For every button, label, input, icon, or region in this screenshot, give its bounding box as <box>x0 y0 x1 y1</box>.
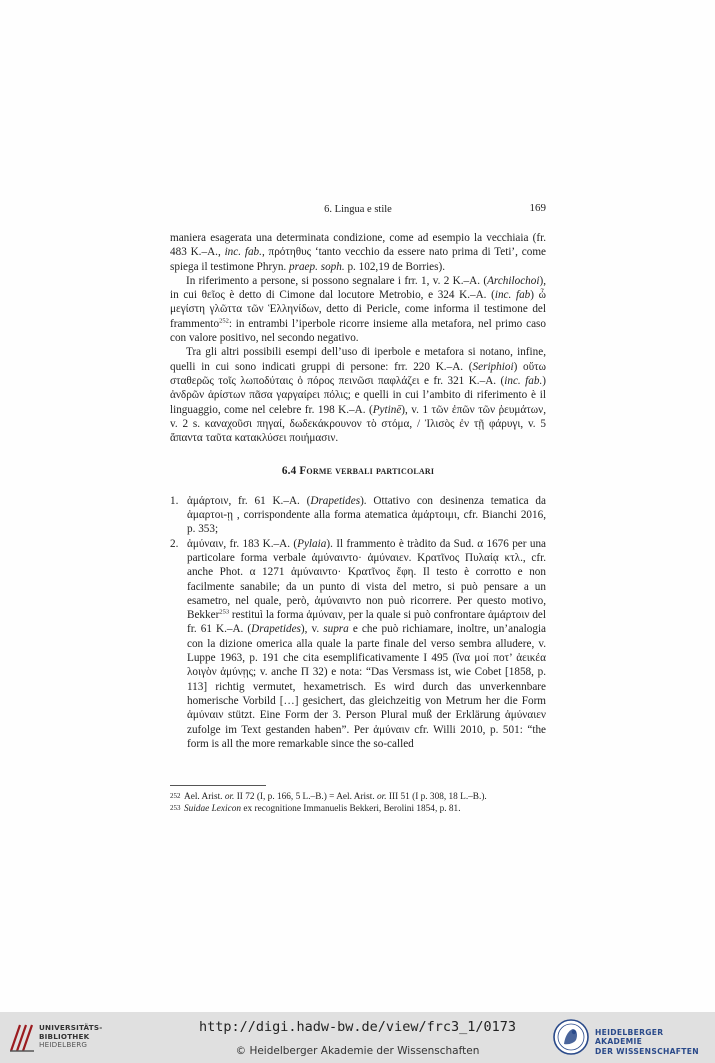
main-text <box>170 231 546 751</box>
viewer-footer <box>0 1012 715 1063</box>
academy-seal-icon <box>552 1018 590 1056</box>
academy-logo[interactable]: HEIDELBERGER AKADEMIE DER WISSENSCHAFTEN <box>552 1018 712 1058</box>
section-heading: 6.4 Forme verbali particolari <box>281 465 435 478</box>
footnote-divider <box>170 785 266 786</box>
numbered-list <box>170 494 546 751</box>
footnote-ref-253[interactable]: 253 <box>219 608 230 616</box>
list-item: 2. ἀμύναιν, fr. 183 K.–A. (Pylaia). Il frammento è tràdito da Sud. α 1676 per una particolare forma verbale ἀμύναιντο· ἀμύναιεν. Κρατῖνος Πυλαίᾳ κτλ., cfr. anche Phot. α 1271 ἀμύναιντο· Κρατῖνος ἔφη. Il testo è corrotto e non facilmente sanabile; da un punto di vista del metro, si può pensare a un esametro, nel quale, però, ἀμύναιντο non può ricorrere. Per questo motivo, Bekker$^{253}$ restituì la forma ἀμύναιν, per la quale si può confrontare ἁμάρτοιν del fr. 61 K.–A. (Drapetides), v. supra e che può richiamare, inoltre, un’analogia con la dizione omerica alla quale la parte finale del verso sembra alludere, v. Luppe 1963, p. 191 che cita esemplificativamente I 495 (ἵνα μοί ποτ’ ἀεικέα λοιγὸν ἀμύνῃς; v. anche Π 32) e nota: “Das Versmass ist, wie Cobet [1858, p. 113] richtig vermutet, hexametrisch. Es wird durch das unverkennbare homerische Vorbild […] gesichert, das gleichzeitig von Metrum her die Form ἀμύναιν stützt. Eine Form der 3. Person Plural muß der Erklärung ἀμύναιεν zufolge im Text gestanden haben”. Per ἀμύναιν cfr. Willi 2010, p. 501: “the form is all the more remarkable since the so-called <box>170 537 547 750</box>
paragraph-3: Tra gli altri possibili esempi dell’uso di iperbole e metafora si notano, infine, quelli in cui sono indicati gruppi di persone: frr. 220 K.–A. (Seriphioi) οὕτω σταθερῶς τοῖς λωποδύταις ὁ πόρος πεινῶσι παφλάζει e fr. 321 K.–A. (inc. fab.) ἀνδρῶν ἀρίστων πᾶσα γαργαίρει πόλις; e quelli in cui l’ambito di riferimento è il linguaggio, come nel celebre fr. 198 K.–A. (Pytinē), v. 1 τῶν ἐπῶν τῶν ῥευμάτων, v. 2 s. καναχοῦσι πηγαί, δωδεκάκρουνον τὸ στόμα, / Ἰλισὸς ἐν τῇ φάρυγι, v. 5 ἅπαντα ταῦτα κατακλύσει ποιήμασιν. <box>170 346 547 445</box>
running-head-title: 6. Lingua e stile <box>324 204 392 215</box>
running-head <box>170 204 546 220</box>
copyright-notice: © Heidelberger Akademie der Wissenschaften <box>235 1045 480 1057</box>
university-library-logo[interactable]: UNIVERSITÄTS- BIBLIOTHEK HEIDELBERG <box>8 1021 118 1055</box>
page-number: 169 <box>529 202 546 214</box>
footnote-253: 253 Suidae Lexicon ex recognitione Immanuelis Bekkeri, Berolini 1854, p. 81. <box>170 803 461 814</box>
permalink-url[interactable]: http://digi.hadw-bw.de/view/frc3_1/0173 <box>199 1019 516 1035</box>
list-item: 1. ἁμάρτοιν, fr. 61 K.–A. (Drapetides). Ottativo con desinenza tematica da ἁμαρτοι-ῃ , corrispondente alla forma atematica ἁμάρτοιμι, cfr. Bianchi 2016, p. 353; <box>170 494 546 536</box>
paragraph-2: In riferimento a persone, si possono segnalare i frr. 1, v. 2 K.–A. (Archilochoi), in cui θεῖος è detto di Cimone dal locutore Metrobio, e 324 K.–A. (inc. fab) ὦ μεγίστη γλῶττα τῶν Ἑλληνίδων, detto di Pericle, come informa il testimone del frammento$^{252}$: in entrambi l’iperbole ricorre insieme alla metafora, nel primo caso con valore positivo, nel secondo negativo. <box>170 274 546 345</box>
footnote-252: 252 Ael. Arist. or. II 72 (I, p. 166, 5 L.–B.) = Ael. Arist. or. III 51 (I p. 308, 18 L.–B.). <box>170 792 487 802</box>
footnotes <box>170 792 546 815</box>
paragraph-1: maniera esagerata una determinata condizione, come ad esempio la vecchiaia (fr. 483 K.–A., inc. fab., πρότηθυς ‘tanto vecchio da essere nato prima di Teti’, come spiega il testimone Phryn. praep. soph. p. 102,19 de Borries). <box>170 232 546 273</box>
footnote-ref-252[interactable]: 252 <box>219 317 229 325</box>
